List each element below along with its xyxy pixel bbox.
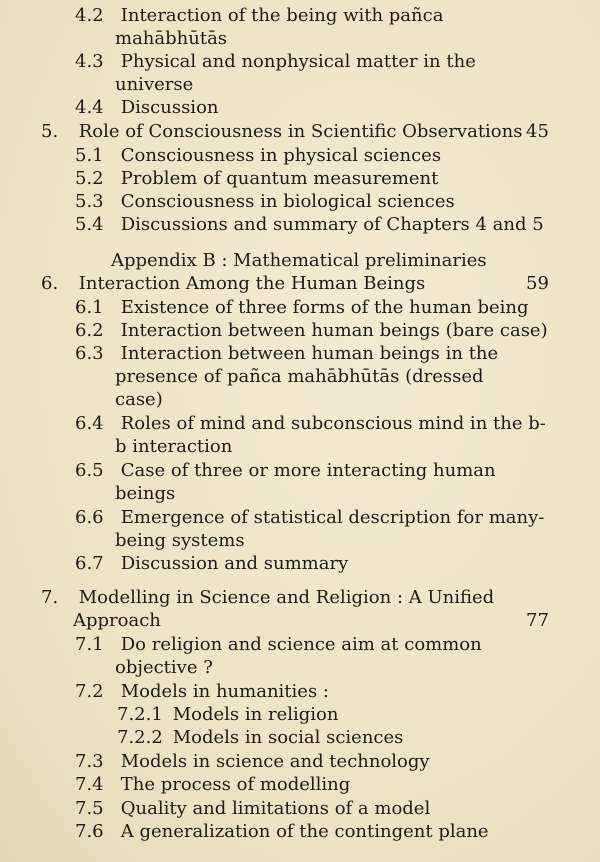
toc-entry-6-3-cont2 bbox=[115, 388, 163, 411]
toc-entry-6-7 bbox=[75, 552, 348, 575]
chapter-number: 6. bbox=[41, 273, 59, 294]
entry-title: Consciousness in biological sciences bbox=[120, 191, 455, 212]
toc-entry-5-2 bbox=[75, 167, 438, 190]
entry-title: presence of pañca mahābhūtās (dressed bbox=[115, 366, 484, 387]
entry-number: 5.4 bbox=[75, 214, 104, 235]
toc-entry-6-1 bbox=[75, 296, 529, 319]
toc-entry-6-2 bbox=[75, 319, 548, 342]
entry-number: 6.5 bbox=[75, 460, 104, 481]
toc-entry-7-4 bbox=[75, 773, 350, 796]
entry-title: Models in science and technology bbox=[120, 751, 430, 772]
entry-title: universe bbox=[115, 74, 194, 95]
entry-number: 7.1 bbox=[75, 634, 104, 655]
entry-title: Models in humanities : bbox=[120, 681, 329, 702]
entry-number: 7.3 bbox=[75, 751, 104, 772]
entry-title: Discussion bbox=[120, 97, 219, 118]
entry-number: 5.1 bbox=[75, 145, 104, 166]
toc-entry-6-4 bbox=[75, 412, 546, 435]
entry-number: 6.4 bbox=[75, 413, 104, 434]
chapter-number: 7. bbox=[41, 587, 59, 608]
entry-number: 7.4 bbox=[75, 774, 104, 795]
page-number: 45 bbox=[526, 121, 549, 142]
entry-number: 7.6 bbox=[75, 821, 104, 842]
entry-number: 4.4 bbox=[75, 97, 104, 118]
chapter-title: Approach bbox=[73, 610, 161, 631]
entry-title: objective ? bbox=[115, 657, 213, 678]
chapter-number: 5. bbox=[41, 121, 59, 142]
entry-title: Problem of quantum measurement bbox=[120, 168, 439, 189]
entry-number: 7.2.2 bbox=[117, 727, 163, 748]
toc-chapter-7-cont bbox=[73, 609, 161, 632]
entry-number: 6.6 bbox=[75, 507, 104, 528]
entry-number: 4.3 bbox=[75, 51, 104, 72]
toc-entry-7-1 bbox=[75, 633, 482, 656]
entry-title: Models in religion bbox=[172, 704, 339, 725]
toc-entry-4-2-cont bbox=[115, 27, 227, 50]
entry-number: 5.3 bbox=[75, 191, 104, 212]
toc-entry-7-1-cont bbox=[115, 656, 213, 679]
page-number: 59 bbox=[526, 273, 549, 294]
toc-entry-6-3-cont bbox=[115, 365, 484, 388]
toc-chapter-5 bbox=[41, 120, 522, 143]
toc-entry-7-5 bbox=[75, 797, 430, 820]
appendix-title: Appendix B : Mathematical preliminaries bbox=[111, 250, 487, 271]
entry-title: Emergence of statistical description for many- bbox=[120, 507, 545, 528]
toc-entry-5-1 bbox=[75, 144, 441, 167]
toc-appendix-b bbox=[111, 249, 487, 272]
chapter-title: Interaction Among the Human Beings bbox=[78, 273, 426, 294]
chapter-title: Role of Consciousness in Scientific Observations bbox=[78, 121, 523, 142]
entry-title: The process of modelling bbox=[120, 774, 351, 795]
toc-entry-5-4 bbox=[75, 213, 544, 236]
entry-title: Case of three or more interacting human bbox=[120, 460, 496, 481]
chapter-title: Modelling in Science and Religion : A Unified bbox=[78, 587, 495, 608]
entry-title: Roles of mind and subconscious mind in the b- bbox=[120, 413, 546, 434]
toc-entry-6-5-cont bbox=[115, 482, 175, 505]
entry-title: Discussion and summary bbox=[120, 553, 349, 574]
entry-number: 7.2 bbox=[75, 681, 104, 702]
toc-entry-4-2 bbox=[75, 4, 443, 27]
entry-title: case) bbox=[115, 389, 163, 410]
toc-entry-5-3 bbox=[75, 190, 455, 213]
entry-title: A generalization of the contingent plane bbox=[120, 821, 489, 842]
entry-title: Existence of three forms of the human being bbox=[120, 297, 529, 318]
toc-entry-7-2-2 bbox=[117, 726, 403, 749]
entry-title: Models in social sciences bbox=[172, 727, 404, 748]
entry-title: b interaction bbox=[115, 436, 233, 457]
entry-number: 6.3 bbox=[75, 343, 104, 364]
entry-title: Quality and limitations of a model bbox=[120, 798, 431, 819]
entry-title: Consciousness in physical sciences bbox=[120, 145, 442, 166]
entry-number: 7.2.1 bbox=[117, 704, 163, 725]
entry-title: Interaction between human beings in the bbox=[120, 343, 499, 364]
toc-entry-6-6-cont bbox=[115, 529, 245, 552]
toc-chapter-7 bbox=[41, 586, 494, 609]
entry-number: 6.1 bbox=[75, 297, 104, 318]
entry-title: Interaction between human beings (bare case) bbox=[120, 320, 548, 341]
page-number: 77 bbox=[526, 610, 549, 631]
toc-entry-7-6 bbox=[75, 820, 489, 843]
toc-entry-6-3 bbox=[75, 342, 498, 365]
entry-title: Physical and nonphysical matter in the bbox=[120, 51, 476, 72]
toc-entry-4-3-cont bbox=[115, 73, 193, 96]
entry-number: 6.7 bbox=[75, 553, 104, 574]
entry-title: Interaction of the being with pañca bbox=[120, 5, 444, 26]
entry-title: Discussions and summary of Chapters 4 and 5 bbox=[120, 214, 544, 235]
entry-number: 5.2 bbox=[75, 168, 104, 189]
entry-number: 6.2 bbox=[75, 320, 104, 341]
toc-entry-7-2-1 bbox=[117, 703, 338, 726]
toc-entry-4-4 bbox=[75, 96, 219, 119]
entry-title: Do religion and science aim at common bbox=[120, 634, 482, 655]
toc-entry-4-3 bbox=[75, 50, 476, 73]
entry-number: 7.5 bbox=[75, 798, 104, 819]
entry-title: being systems bbox=[115, 530, 245, 551]
entry-title: mahābhūtās bbox=[115, 28, 228, 49]
toc-entry-7-3 bbox=[75, 750, 430, 773]
toc-chapter-6 bbox=[41, 272, 425, 295]
toc-entry-6-6 bbox=[75, 506, 544, 529]
entry-number: 4.2 bbox=[75, 5, 104, 26]
toc-entry-7-2 bbox=[75, 680, 329, 703]
entry-title: beings bbox=[115, 483, 176, 504]
toc-entry-6-5 bbox=[75, 459, 496, 482]
toc-entry-6-4-cont bbox=[115, 435, 232, 458]
